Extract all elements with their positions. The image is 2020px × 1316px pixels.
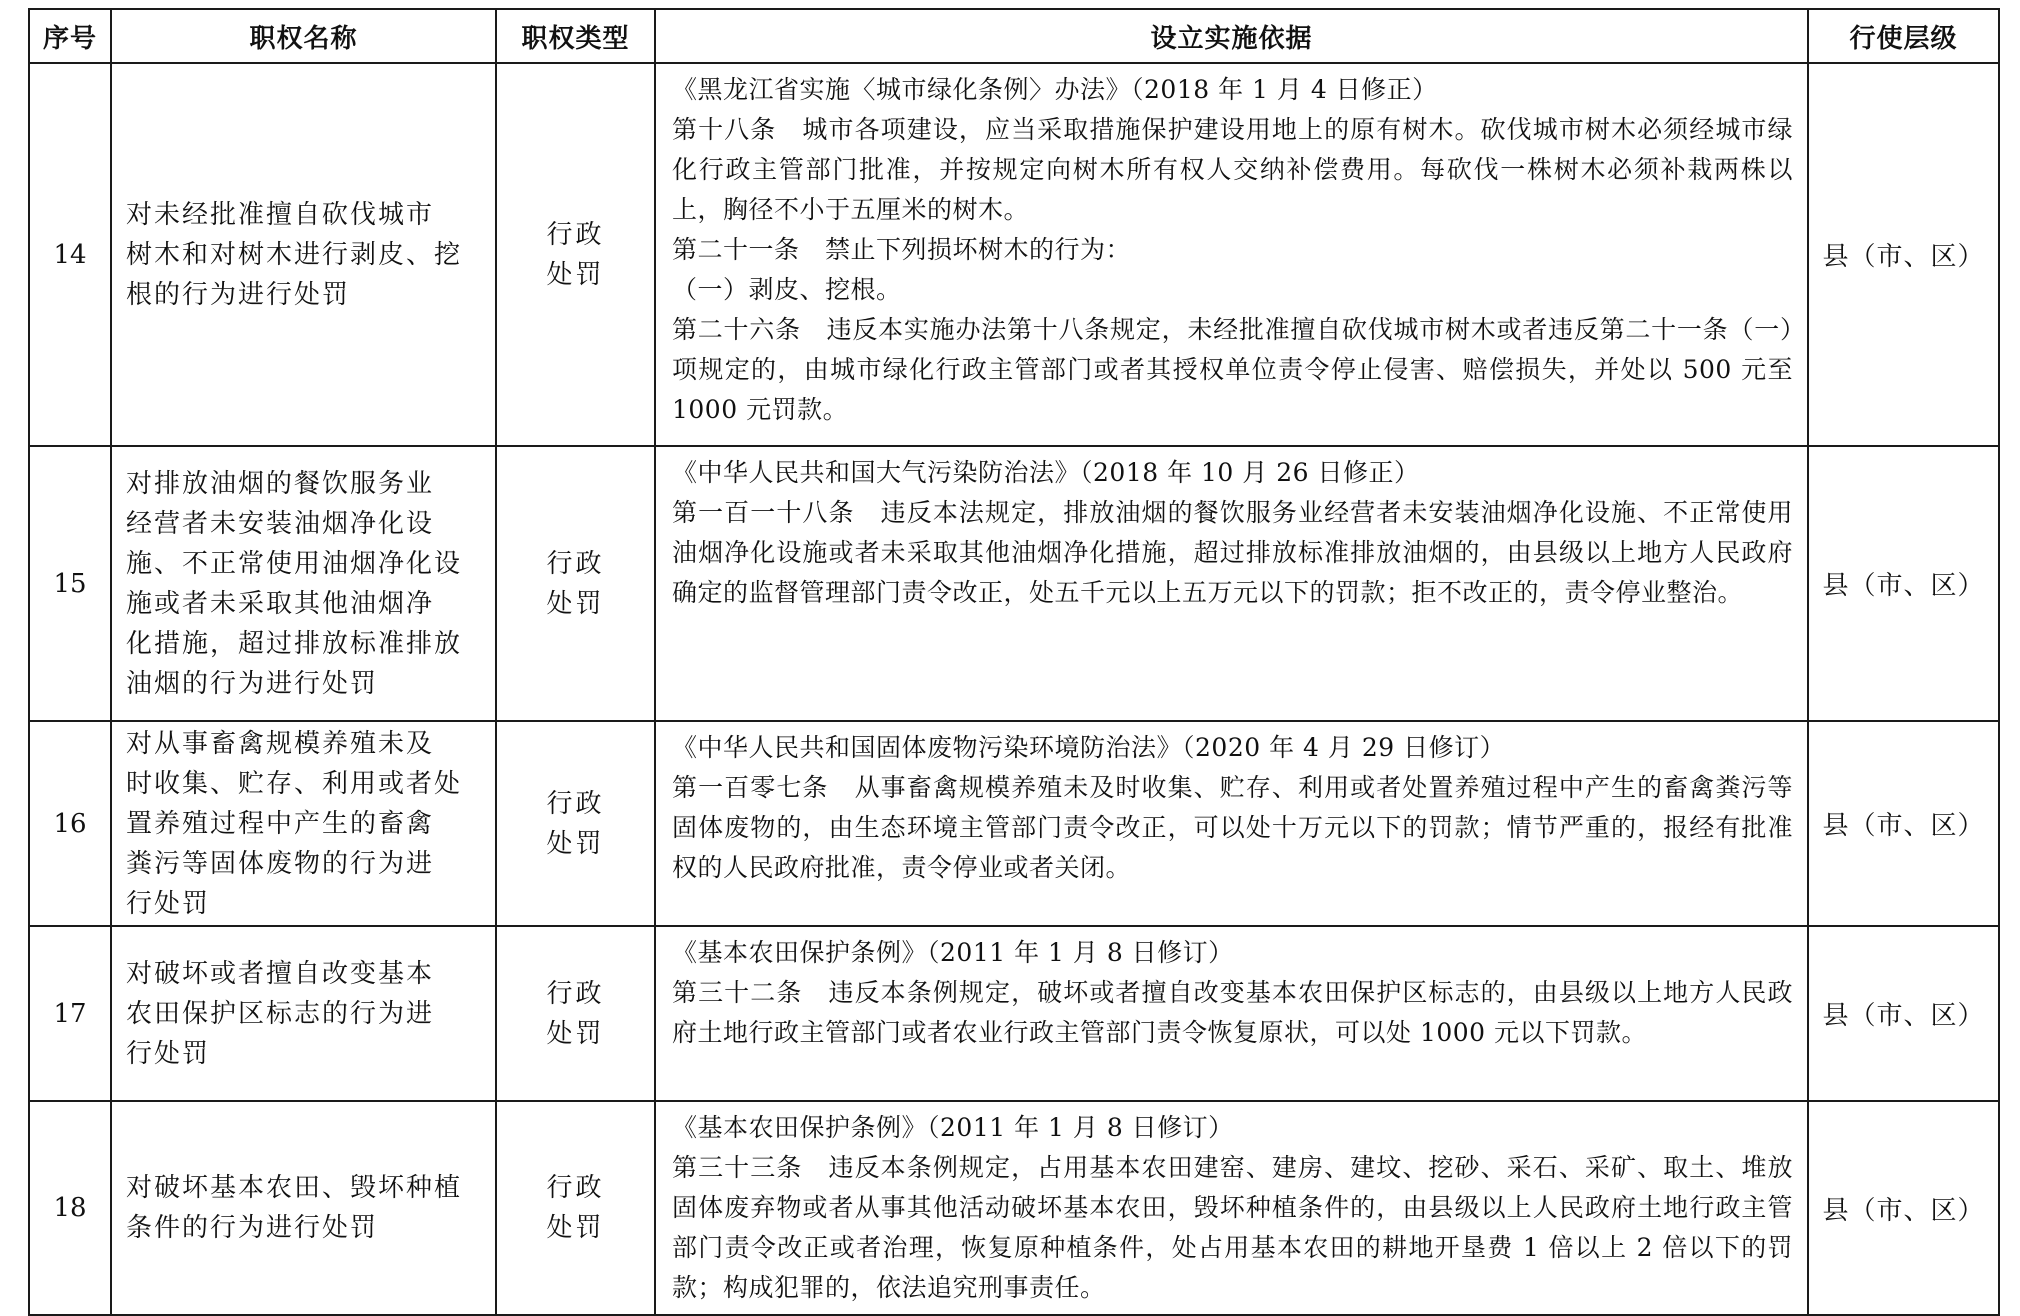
name-line: 行处罚	[126, 888, 211, 919]
table-row	[29, 926, 1999, 1101]
authority-name	[111, 446, 496, 721]
authority-type	[496, 721, 655, 926]
basis-paragraph: 第一百零七条 从事畜禽规模养殖未及时收集、贮存、利用或者处置养殖过程中产生的畜禽粪污等固体废物的，由生态环境主管部门责令改正，可以处十万元以下的罚款；情节严重的，报经有批准权的人民政府批准，责令停业或者关闭。	[672, 773, 1793, 882]
table-row	[29, 63, 1999, 446]
basis-paragraph: 第三十二条 违反本条例规定，破坏或者擅自改变基本农田保护区标志的，由县级以上地方人民政府土地行政主管部门或者农业行政主管部门责令恢复原状，可以处 1000 元以下罚款。	[672, 978, 1793, 1047]
name-line: 经营者未安装油烟净化设	[126, 508, 435, 539]
type-line: 处罚	[546, 259, 605, 290]
basis-paragraph: 《基本农田保护条例》（2011 年 1 月 8 日修订）	[672, 1113, 1234, 1142]
basis-paragraph: （一）剥皮、挖根。	[672, 275, 902, 304]
row-number: 15	[29, 446, 111, 721]
name-line: 树木和对树木进行剥皮、挖	[126, 239, 463, 270]
authority-name	[111, 63, 496, 446]
type-line: 行政	[546, 548, 605, 579]
name-line: 根的行为进行处罚	[126, 279, 351, 310]
name-line: 对排放油烟的餐饮服务业	[126, 468, 435, 499]
name-line: 施、不正常使用油烟净化设	[126, 548, 463, 579]
basis-paragraph: 《中华人民共和国固体废物污染环境防治法》（2020 年 4 月 29 日修订）	[672, 733, 1506, 762]
legal-basis	[655, 63, 1808, 446]
row-number: 18	[29, 1101, 111, 1315]
name-line: 行处罚	[126, 1038, 211, 1069]
name-line: 条件的行为进行处罚	[126, 1213, 379, 1243]
name-line: 对从事畜禽规模养殖未及	[126, 728, 435, 759]
authority-type	[496, 63, 655, 446]
table-row	[29, 1101, 1999, 1315]
basis-paragraph: 《黑龙江省实施〈城市绿化条例〉办法》（2018 年 1 月 4 日修正）	[672, 75, 1438, 104]
table-row	[29, 446, 1999, 721]
name-line: 油烟的行为进行处罚	[126, 668, 379, 699]
basis-paragraph: 第二十六条 违反本实施办法第十八条规定，未经批准擅自砍伐城市树木或者违反第二十一条（一）项规定的，由城市绿化行政主管部门或者其授权单位责令停止侵害、赔偿损失，并处以 500 元至 1000 元罚款。	[672, 315, 1793, 424]
exercise-level: 县（市、区）	[1808, 63, 1999, 446]
header-level: 行使层级	[1808, 9, 1999, 63]
row-number: 17	[29, 926, 111, 1101]
name-line: 对未经批准擅自砍伐城市	[126, 199, 435, 230]
name-line: 粪污等固体废物的行为进	[126, 848, 435, 879]
header-basis: 设立实施依据	[655, 9, 1808, 63]
type-line: 行政	[546, 788, 605, 819]
type-line: 行政	[546, 978, 605, 1009]
exercise-level: 县（市、区）	[1808, 926, 1999, 1101]
name-line: 时收集、贮存、利用或者处	[126, 768, 463, 799]
name-line: 施或者未采取其他油烟净	[126, 588, 435, 619]
authority-name	[111, 721, 496, 926]
row-number: 16	[29, 721, 111, 926]
basis-paragraph: 《中华人民共和国大气污染防治法》（2018 年 10 月 26 日修正）	[672, 458, 1420, 487]
authority-name	[111, 926, 496, 1101]
row-number: 14	[29, 63, 111, 446]
authority-name	[111, 1101, 496, 1315]
table-row	[29, 721, 1999, 926]
type-line: 处罚	[546, 1018, 605, 1049]
header-no: 序号	[29, 9, 111, 63]
name-line: 置养殖过程中产生的畜禽	[126, 808, 435, 839]
name-line: 对破坏或者擅自改变基本	[126, 958, 435, 989]
legal-basis	[655, 926, 1808, 1101]
authority-type	[496, 1101, 655, 1315]
type-line: 处罚	[546, 588, 605, 619]
authority-table	[28, 8, 2000, 1316]
basis-paragraph: 第十八条 城市各项建设，应当采取措施保护建设用地上的原有树木。砍伐城市树木必须经城市绿化行政主管部门批准，并按规定向树木所有权人交纳补偿费用。每砍伐一株树木必须补栽两株以上，胸径不小于五厘米的树木。	[672, 115, 1793, 224]
type-line: 行政	[546, 219, 605, 250]
type-line: 行政	[546, 1173, 605, 1203]
authority-type	[496, 926, 655, 1101]
type-line: 处罚	[546, 1213, 605, 1243]
legal-basis	[655, 446, 1808, 721]
basis-paragraph: 第三十三条 违反本条例规定，占用基本农田建窑、建房、建坟、挖砂、采石、采矿、取土、堆放固体废弃物或者从事其他活动破坏基本农田，毁坏种植条件的，由县级以上人民政府土地行政主管部门责令改正或者治理，恢复原种植条件，处占用基本农田的耕地开垦费 1 倍以上 2 倍以下的罚款；构成犯罪的，依法追究刑事责任。	[672, 1153, 1793, 1302]
name-line: 农田保护区标志的行为进	[126, 998, 435, 1029]
header-name: 职权名称	[111, 9, 496, 63]
type-line: 处罚	[546, 828, 605, 859]
exercise-level: 县（市、区）	[1808, 446, 1999, 721]
basis-paragraph: 第一百一十八条 违反本法规定，排放油烟的餐饮服务业经营者未安装油烟净化设施、不正常使用油烟净化设施或者未采取其他油烟净化措施，超过排放标准排放油烟的，由县级以上地方人民政府确定的监督管理部门责令改正，处五千元以上五万元以下的罚款；拒不改正的，责令停业整治。	[672, 498, 1793, 607]
name-line: 对破坏基本农田、毁坏种植	[126, 1173, 463, 1203]
name-line: 化措施，超过排放标准排放	[126, 628, 463, 659]
basis-paragraph: 《基本农田保护条例》（2011 年 1 月 8 日修订）	[672, 938, 1234, 967]
authority-type	[496, 446, 655, 721]
legal-basis	[655, 1101, 1808, 1315]
exercise-level: 县（市、区）	[1808, 1101, 1999, 1315]
header-row	[29, 9, 1999, 63]
exercise-level: 县（市、区）	[1808, 721, 1999, 926]
legal-basis	[655, 721, 1808, 926]
basis-paragraph: 第二十一条 禁止下列损坏树木的行为：	[672, 235, 1132, 264]
header-type: 职权类型	[496, 9, 655, 63]
